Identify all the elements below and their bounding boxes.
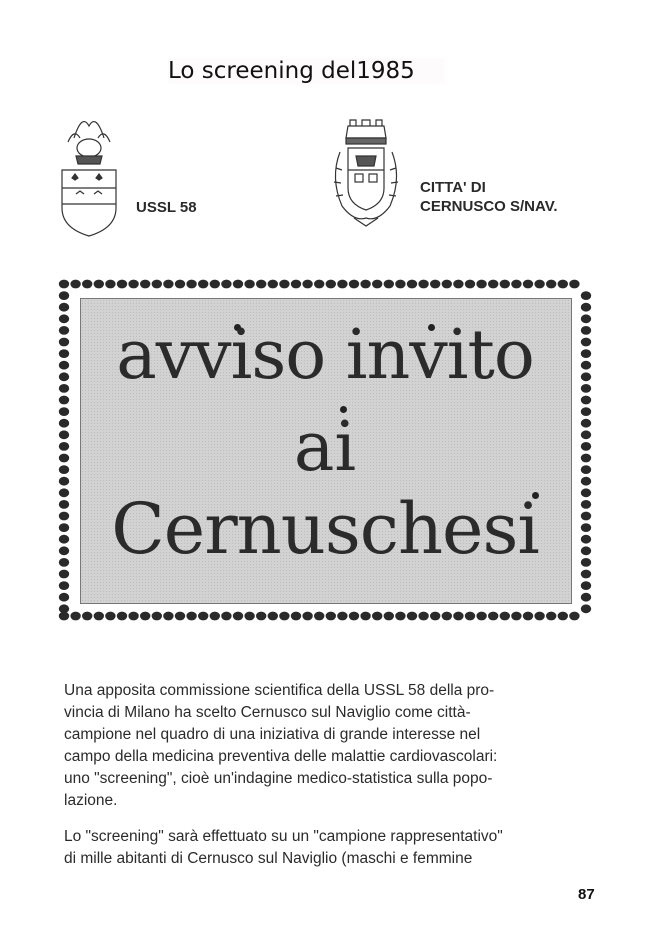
border-dot bbox=[442, 280, 452, 289]
border-dot bbox=[407, 280, 417, 289]
border-dot bbox=[152, 280, 162, 289]
border-dot bbox=[314, 280, 324, 289]
border-dot bbox=[360, 280, 370, 289]
city-line-1: CITTA' DI bbox=[420, 179, 486, 196]
city-line-2: CERNUSCO S/NAV. bbox=[420, 198, 558, 215]
border-dot bbox=[279, 280, 289, 289]
border-dot bbox=[465, 280, 475, 289]
border-dot bbox=[384, 280, 394, 289]
border-dot bbox=[546, 280, 556, 289]
body-paragraph-1 bbox=[64, 680, 604, 812]
border-dot bbox=[186, 612, 196, 621]
border-dot bbox=[465, 612, 475, 621]
page-number: 87 bbox=[578, 886, 595, 903]
border-dot bbox=[581, 604, 591, 613]
border-dot bbox=[326, 612, 336, 621]
border-dot bbox=[117, 612, 127, 621]
border-dot bbox=[59, 303, 69, 312]
town-crest-icon bbox=[324, 118, 408, 230]
border-dot bbox=[476, 280, 486, 289]
border-dot bbox=[581, 593, 591, 602]
border-dot bbox=[59, 570, 69, 579]
text-line: campione nel quadro di una iniziativa di grande interesse nel bbox=[64, 726, 481, 743]
border-dot bbox=[105, 612, 115, 621]
text-line: uno "screening", cioè un'indagine medico-statistica sulla popo- bbox=[64, 770, 493, 787]
border-dot bbox=[210, 612, 220, 621]
border-dot bbox=[488, 280, 498, 289]
banner-line-1: avviso invito bbox=[116, 316, 534, 395]
border-dot bbox=[94, 612, 104, 621]
city-label bbox=[420, 178, 558, 216]
border-dot bbox=[500, 280, 510, 289]
border-dot bbox=[210, 280, 220, 289]
border-dot bbox=[82, 280, 92, 289]
border-dot bbox=[581, 291, 591, 300]
text-line: di mille abitanti di Cernusco sul Naviglio (maschi e femmine bbox=[64, 850, 473, 867]
border-dot bbox=[372, 280, 382, 289]
border-dot bbox=[70, 280, 80, 289]
border-dot bbox=[534, 612, 544, 621]
coat-of-arms-icon bbox=[54, 108, 124, 243]
border-dot bbox=[221, 612, 231, 621]
border-dot bbox=[291, 280, 301, 289]
banner-line-2: ai bbox=[293, 408, 357, 487]
border-dot bbox=[500, 612, 510, 621]
border-dot bbox=[372, 612, 382, 621]
border-dot bbox=[233, 280, 243, 289]
border-dot bbox=[94, 280, 104, 289]
border-dot bbox=[442, 612, 452, 621]
notice-banner bbox=[58, 278, 592, 622]
border-dot bbox=[476, 612, 486, 621]
border-dot bbox=[175, 612, 185, 621]
border-dot bbox=[244, 612, 254, 621]
border-dot bbox=[175, 280, 185, 289]
border-dot bbox=[152, 612, 162, 621]
border-dot bbox=[59, 593, 69, 602]
border-dot bbox=[198, 612, 208, 621]
border-dot bbox=[581, 570, 591, 579]
border-dot bbox=[302, 612, 312, 621]
border-dot bbox=[326, 280, 336, 289]
border-dot bbox=[349, 612, 359, 621]
border-dot bbox=[302, 280, 312, 289]
border-dot bbox=[82, 612, 92, 621]
border-dot bbox=[233, 612, 243, 621]
text-line: campo della medicina preventiva delle malattie cardiovascolari: bbox=[64, 748, 498, 765]
border-dot bbox=[488, 612, 498, 621]
border-dot bbox=[70, 612, 80, 621]
border-dot bbox=[268, 280, 278, 289]
border-dot bbox=[314, 612, 324, 621]
page-header-title: Lo screening del1985 bbox=[168, 58, 445, 84]
border-dot bbox=[569, 612, 579, 621]
border-dot bbox=[384, 612, 394, 621]
border-dot bbox=[453, 280, 463, 289]
border-dot bbox=[244, 280, 254, 289]
text-line: vincia di Milano ha scelto Cernusco sul Naviglio come città- bbox=[64, 704, 471, 721]
border-dot bbox=[279, 612, 289, 621]
body-paragraph-2 bbox=[64, 826, 604, 870]
border-dot bbox=[128, 612, 138, 621]
border-dot bbox=[523, 280, 533, 289]
border-dot bbox=[268, 612, 278, 621]
border-dot bbox=[59, 581, 69, 590]
border-dot bbox=[221, 280, 231, 289]
text-line: Lo "screening" sarà effettuato su un "campione rappresentativo" bbox=[64, 828, 503, 845]
border-dot bbox=[360, 612, 370, 621]
border-dot bbox=[395, 280, 405, 289]
border-dot bbox=[523, 612, 533, 621]
border-dot bbox=[163, 612, 173, 621]
border-dot bbox=[558, 612, 568, 621]
border-dot bbox=[418, 612, 428, 621]
border-dot bbox=[581, 396, 591, 405]
border-dot bbox=[186, 280, 196, 289]
border-dot bbox=[407, 612, 417, 621]
border-dot bbox=[128, 280, 138, 289]
border-dot bbox=[546, 612, 556, 621]
border-dot bbox=[337, 612, 347, 621]
border-dot bbox=[337, 280, 347, 289]
border-dot bbox=[59, 291, 69, 300]
border-dot bbox=[581, 581, 591, 590]
border-dot bbox=[558, 280, 568, 289]
text-line: lazione. bbox=[64, 792, 118, 809]
border-dot bbox=[198, 280, 208, 289]
border-dot bbox=[418, 280, 428, 289]
border-dot bbox=[117, 280, 127, 289]
border-dot bbox=[59, 604, 69, 613]
border-dot bbox=[511, 280, 521, 289]
border-dot bbox=[534, 280, 544, 289]
border-dot bbox=[430, 280, 440, 289]
border-dot bbox=[256, 280, 266, 289]
text-line: Una apposita commissione scientifica della USSL 58 della pro- bbox=[64, 682, 495, 699]
border-dot bbox=[140, 280, 150, 289]
border-dot bbox=[430, 612, 440, 621]
border-dot bbox=[291, 612, 301, 621]
border-dot bbox=[256, 612, 266, 621]
border-dot bbox=[349, 280, 359, 289]
border-dot bbox=[453, 612, 463, 621]
border-dot bbox=[581, 303, 591, 312]
border-dot bbox=[395, 612, 405, 621]
border-dot bbox=[569, 280, 579, 289]
border-dot bbox=[59, 280, 69, 289]
border-dot bbox=[511, 612, 521, 621]
border-dot bbox=[105, 280, 115, 289]
banner-line-3: Cernuschesi bbox=[111, 488, 539, 570]
ussl-label: USSL 58 bbox=[136, 199, 197, 216]
border-dot bbox=[163, 280, 173, 289]
border-dot bbox=[140, 612, 150, 621]
border-dot bbox=[59, 396, 69, 405]
